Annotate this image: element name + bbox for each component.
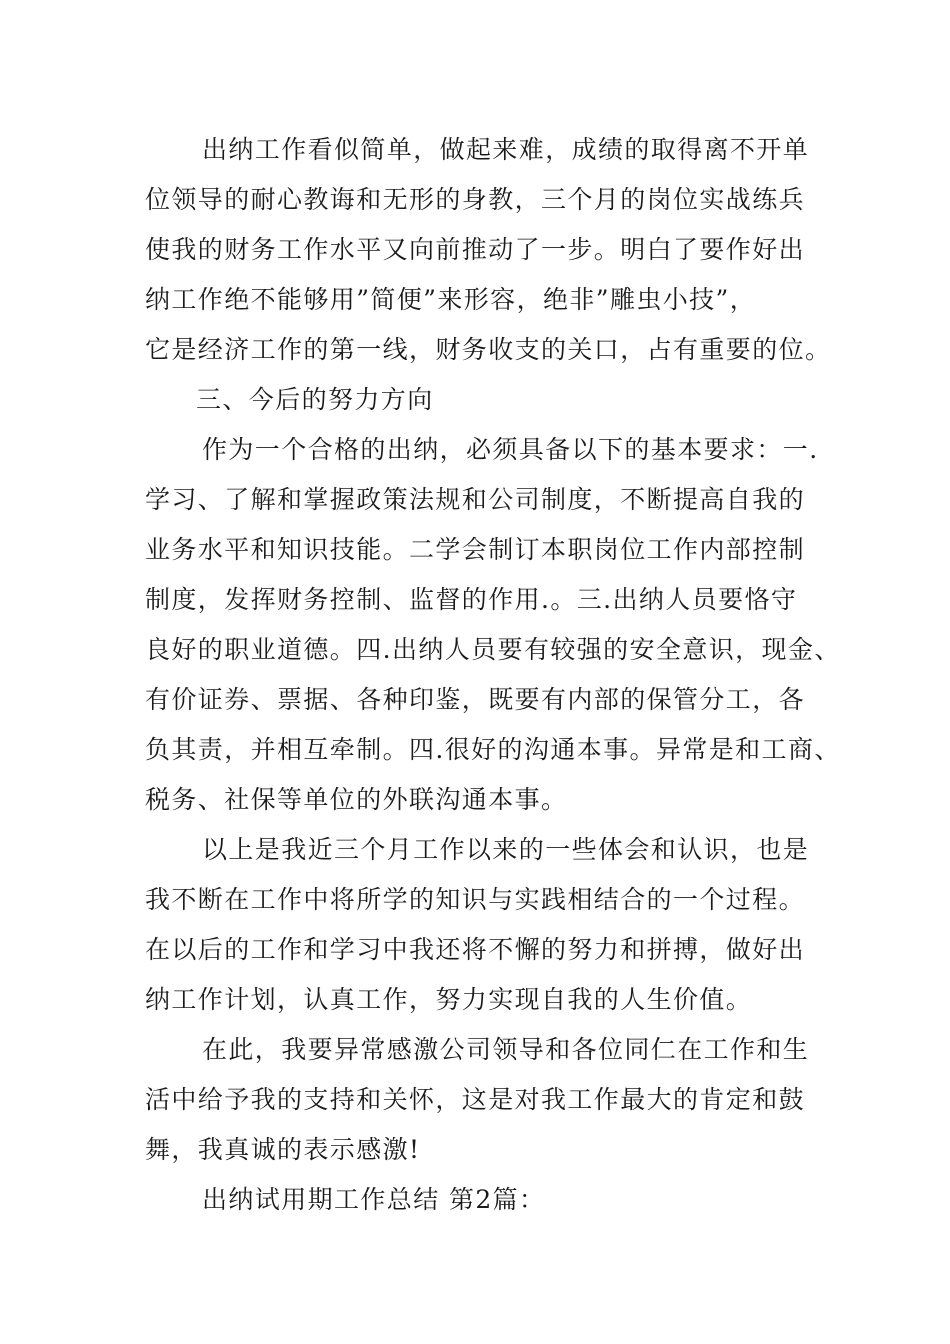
paragraph-1-line-2: 位领导的耐心教诲和无形的身教，三个月的岗位实战练兵 <box>145 185 806 214</box>
paragraph-1-line-3: 使我的财务工作水平又向前推动了一步。明白了要作好出 <box>145 235 806 264</box>
paragraph-1-line-5: 它是经济工作的第一线，财务收支的关口，占有重要的位。 <box>145 335 832 364</box>
paragraph-2-line-1: 作为一个合格的出纳，必须具备以下的基本要求：一. <box>202 435 819 464</box>
paragraph-4-line-3: 舞，我真诚的表示感激! <box>145 1135 421 1164</box>
paragraph-1-line-4: 纳工作绝不能够用”简便”来形容，绝非”雕虫小技”， <box>145 285 757 314</box>
paragraph-3-line-3: 在以后的工作和学习中我还将不懈的努力和拼搏，做好出 <box>145 935 806 964</box>
paragraph-4-line-1: 在此，我要异常感激公司领导和各位同仁在工作和生 <box>202 1035 810 1064</box>
paragraph-2-line-6: 有价证券、票据、各种印鉴，既要有内部的保管分工，各 <box>145 685 806 714</box>
section-heading: 三、今后的努力方向 <box>196 385 434 414</box>
paragraph-2-line-5: 良好的职业道德。四.出纳人员要有较强的安全意识，现金、 <box>145 635 841 664</box>
paragraph-1-line-1: 出纳工作看似简单，做起来难，成绩的取得离不开单 <box>202 135 810 164</box>
paragraph-2-line-7: 负其责，并相互牵制。四.很好的沟通本事。异常是和工商、 <box>145 735 841 764</box>
next-article-title: 出纳试用期工作总结 第2篇： <box>202 1185 546 1214</box>
paragraph-2-line-2: 学习、了解和掌握政策法规和公司制度，不断提高自我的 <box>145 485 806 514</box>
paragraph-3-line-1: 以上是我近三个月工作以来的一些体会和认识，也是 <box>202 835 810 864</box>
paragraph-2-line-4: 制度，发挥财务控制、监督的作用.。三.出纳人员要恪守 <box>145 585 798 614</box>
paragraph-3-line-2: 我不断在工作中将所学的知识与实践相结合的一个过程。 <box>145 885 806 914</box>
paragraph-2-line-3: 业务水平和知识技能。二学会制订本职岗位工作内部控制 <box>145 535 806 564</box>
paragraph-3-line-4: 纳工作计划，认真工作，努力实现自我的人生价值。 <box>145 985 753 1014</box>
paragraph-4-line-2: 活中给予我的支持和关怀，这是对我工作最大的肯定和鼓 <box>145 1085 806 1114</box>
paragraph-2-line-8: 税务、社保等单位的外联沟通本事。 <box>145 785 568 814</box>
